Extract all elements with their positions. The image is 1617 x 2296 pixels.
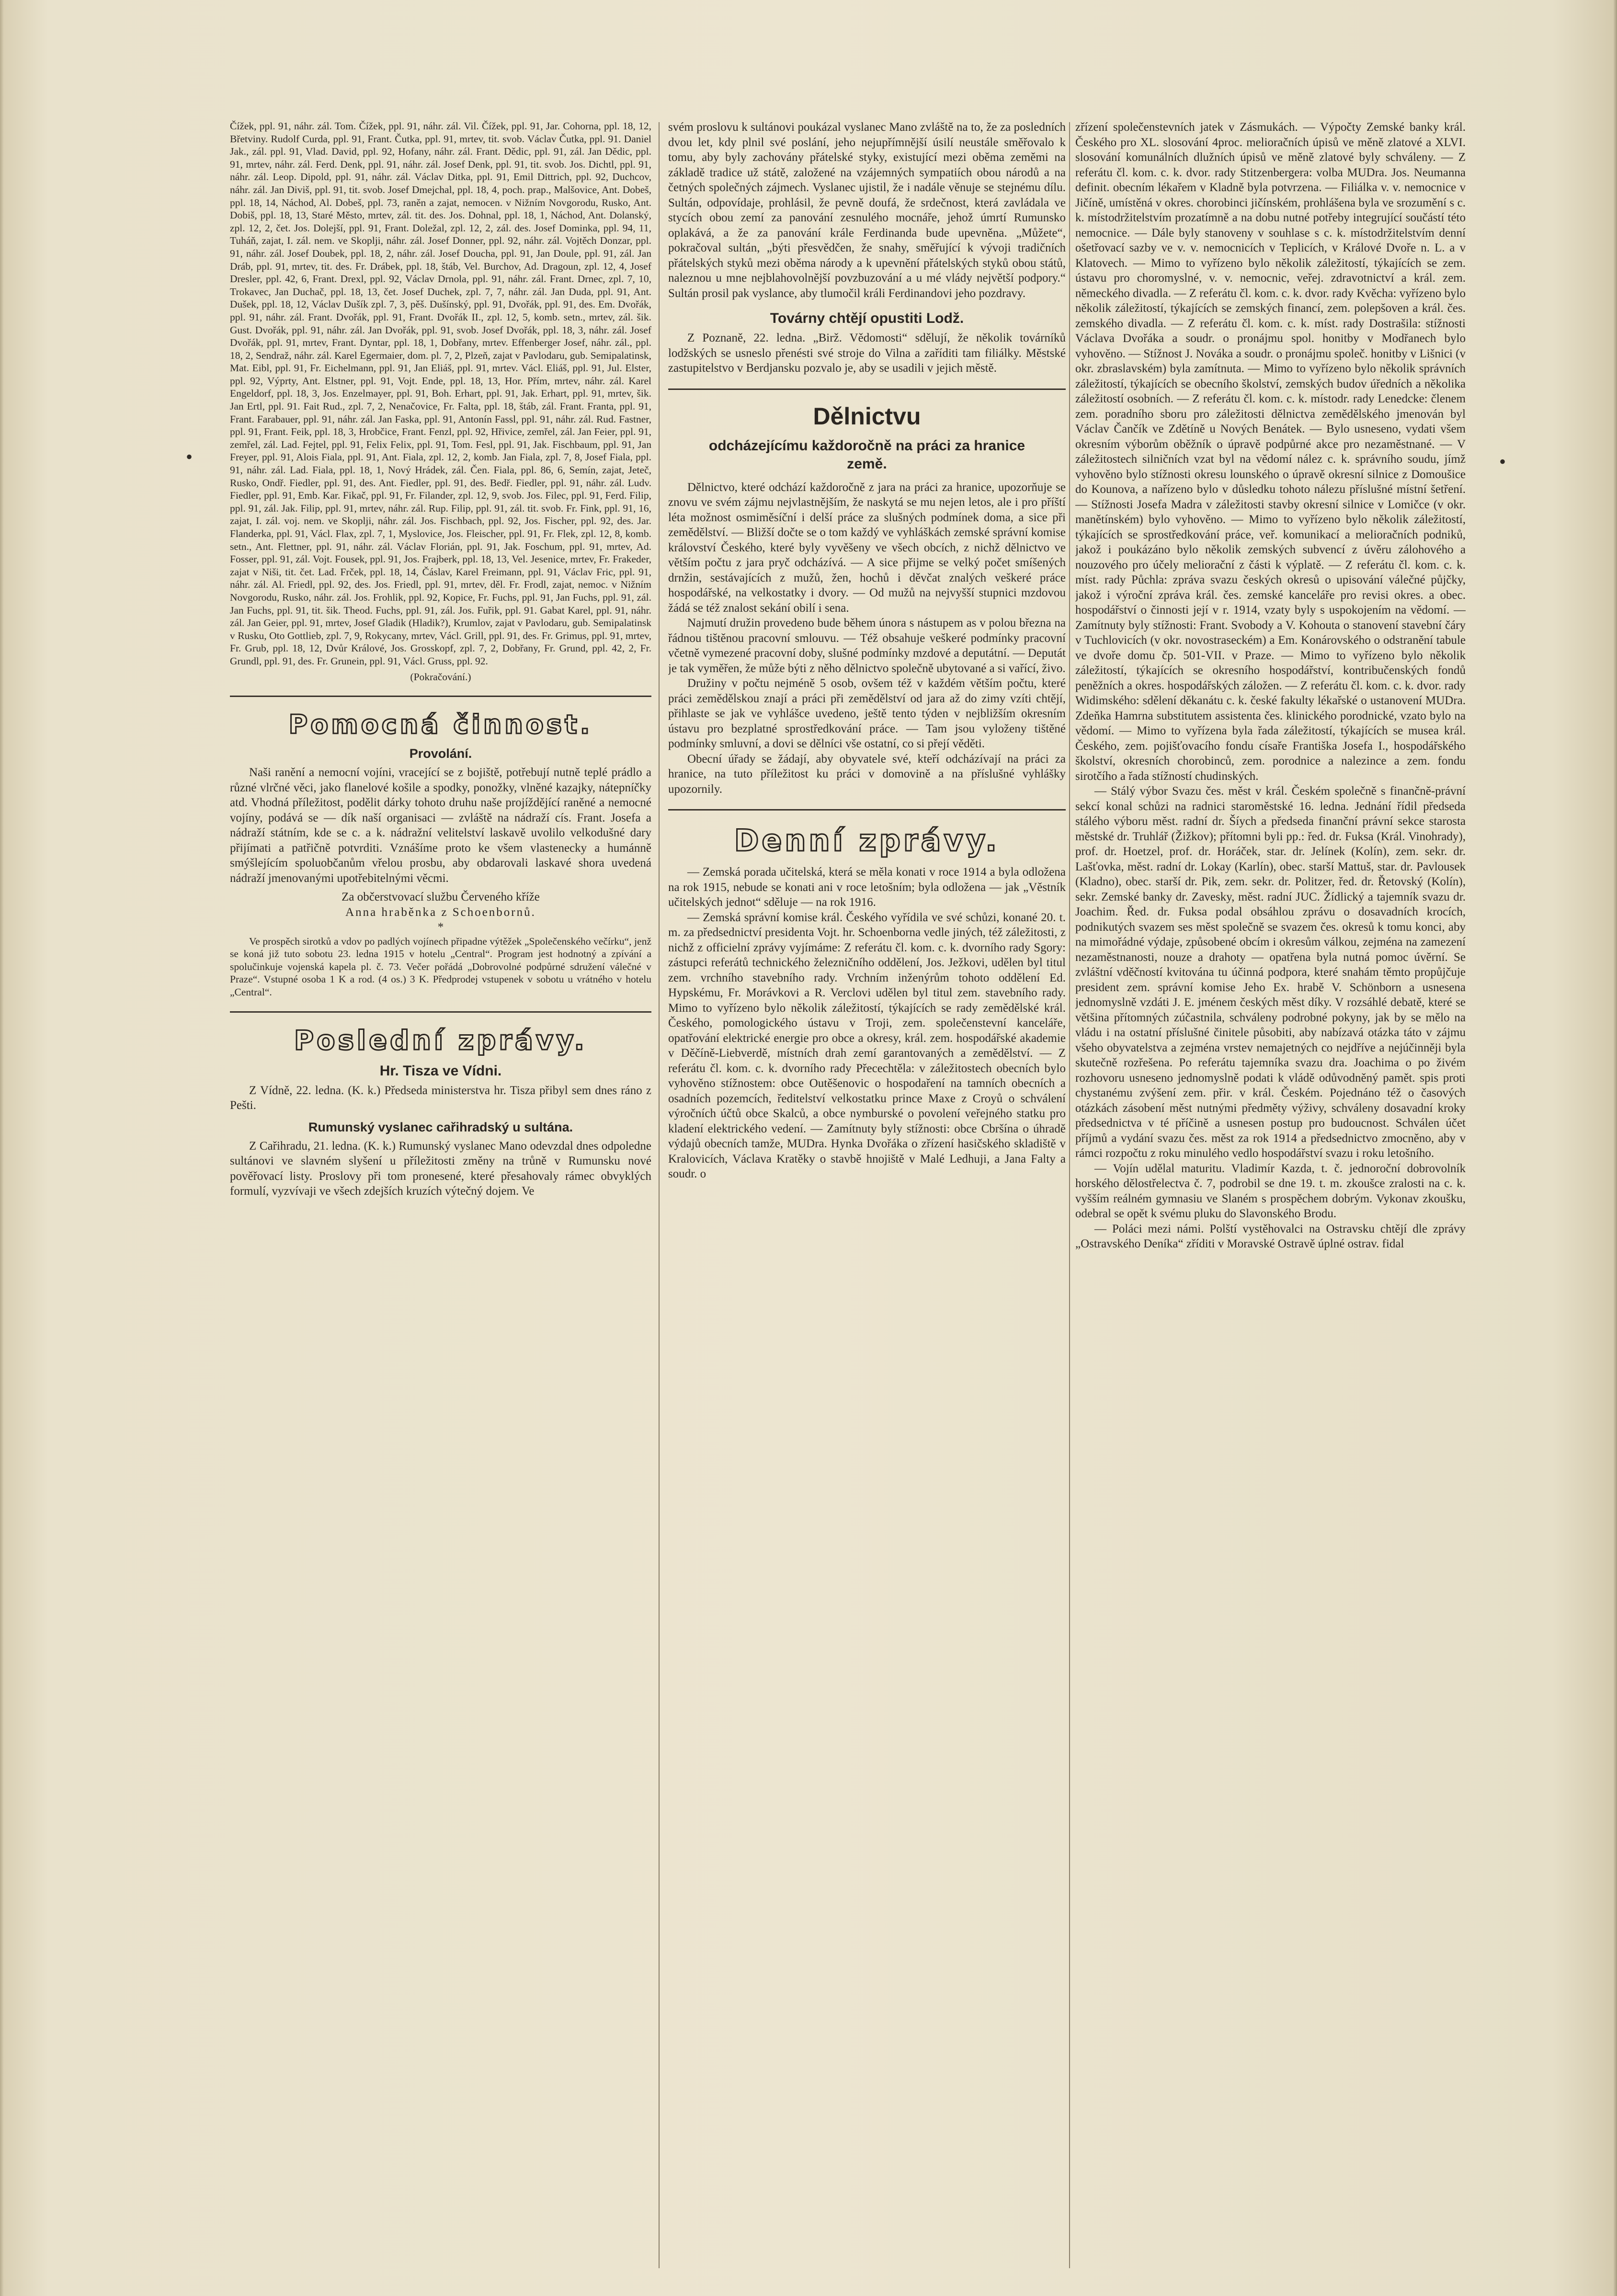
- latest-news-header: Poslední zprávy.: [294, 1025, 587, 1056]
- polish-item: — Poláci mezi námi. Polští vystěhovalci na Ostravsku chtějí dle zprávy „Ostravského Deníka“ zříditi v Moravské Ostravě úplné ostrav. fidal: [1075, 1222, 1466, 1250]
- section-divider: [230, 696, 651, 697]
- page-edge-left: [0, 0, 4, 2296]
- commission-continued: zřízení společenstevních jatek v Zásmukách. — Výpočty Zemské banky král. Českého pro XL. slosování 4proc. melioračních úpisů ve měně zlatové a XLVI. slosování komunálních dlužních úpisů ve měně zlatové byly schváleny. — Z referátu čl. kom. c. k. dvor. rady Stitzenbergera: volba MUDra. Jos. Neumanna definit. obecním lékařem v Kladně byla potvrzena. — Filiálka v. v. nemocnice v Jičíně, umístěná v okres. chorobinci jičínském, prohlášena byla ve srozumění s c. k. místodržitelstvím prozatímně a na dobu nutné potřeby integrující součástí této nemocnice. — Dále byly stanoveny v souhlase s c. k. místodržitelstvím denní ošetřovací sazby ve v. v. nemocnicích v Teplicích, v Králové Dvoře n. L. a v Klatovech. — Mimo to vyřízeno bylo několik záležitostí, týkajících se zem. ústavu pro choromyslné, v. v. nemocnic, veřej. zdravotnictví a král. zem. německého divadla. — Z referátu čl. kom. c. k. dvor. rady Kvěcha: vyřízeno bylo několik záležitostí, týkajících se zemských financí, zem. polepšoven a král. čes. zemského divadla. — Z referátu čl. kom. c. k. míst. rady Dostrašila: stížnosti Václava Dvořáka a soudr. o pronájmu spol. honitby v Modřanech bylo vyhověno. — Stížnost J. Nováka a soudr. o pronájmu společ. honitby v Lišnici (v okr. zbraslavském) byla zamítnuta. — Mimo to vyřízeno bylo několik správních záležitostí, týkajících se obecního školství, zemských budov úředních a několika záležitostí osobních. — Z referátu čl. kom. c. k. místodr. rady Lenedcke: členem zem. poradního sboru pro záležitosti dělnictva zemědělského jmenován byl Václav Čančík ve Zdětíně u Nových Benátek. — Bylo usneseno, vydati všem okresním výborům oběžník o úpravě podpůrné akce pro nezaměstnané. — V záležitostech silničních vzat byl na vědomí nález c. k. správního soudu, jímž vyhověno bylo stížnosti okresu lounského o úpravě okresní silnice z Domoušice do Kounova, a nařízeno bylo v důsledku tohoto nálezu příslušné místní šetření. — Stížnosti Josefa Madra v záležitosti stavby okresní silnice v Lomičce (v okr. manětínském) bylo vyhověno. — Mimo to vyřízeno bylo několik záležitostí, týkajících se sprostředkování práce, veř. komunikací a melioračních podniků, jakož i poukázáno bylo několik zemských subvencí z úvěru zálohového a nouzového pro účely meliorační z části k výplatě. — Z referátu čl. kom. c. k. míst. rady Půchla: zpráva svazu českých okresů o upisování válečné půjčky, jakož i výroční zpráva král. čes. zemské kanceláře pro revisi okres. a obec. hospodářství o činnosti její v r. 1914, vzaty byly s uspokojením na vědomí. — Zamítnuty byly stížnosti: Frant. Svobody a V. Kohouta o stanovení stavební čáry v Tuchlovicích (v okr. novostraseckém) a Em. Konárovského o odstranění tabule ve dvoře domu čp. 501-VII. v Praze. — Mimo to vyřízeno bylo několik záležitostí, týkajících se okresního hospodářství, kontribučenských fondů peněžních a okres. hospodářských záložen. — Z referátu čl. kom. c. k. dvor. rady Widimského: sdělení děkanátu c. k. české fakulty lékařské o ustanovení MUDra. Zdeňka Hamrna substitutem assistenta čes. klinického porodnické, vzato bylo na vědomí. — Mimo to vyřízena byla řada záležitostí, týkajících se musea král. Českého, zem. pojišťovacího fondu císaře Františka Josefa I., hospodářského školství, okresních chorobinců, zem. porodnice a nalezince a zem. fondu sirotčího a řada stížností chudinských.: [1075, 121, 1466, 783]
- daily-news-header: Denní zprávy.: [734, 823, 1000, 858]
- workers-paragraph-3: Družiny v počtu nejméně 5 osob, ovšem též v každém větším počtu, které práci zemědělskou znají a práci při zemědělství od jara až do zimy vzíti chtějí, přihlaste se jak ve vyhlášce uvedeno, ještě tento týden v nejbližším okresním ústavu pro bezplatné sprostředkování práce. — Tam jsou vyloženy tištěné podmínky smluvní, a dovi se dělníci vše ostatní, co si přejí věděti.: [668, 677, 1066, 750]
- council-item: — Stálý výbor Svazu čes. měst v král. Českém společně s finančně-právní sekcí konal schůzi na radnici staroměstské 16. ledna. Jednání řídil předseda stálého výboru měst. radní dr. Šíych a předseda finanční právní sekce starosta městské dr. Truhlář (Žižkov); přítomni byli pp.: řed. dr. Fuksa (Král. Vinohrady), prof. dr. Hoetzel, prof. dr. Horáček, star. dr. Jelínek (Kolín), zem. sekr. dr. Lašťovka, měst. radní dr. Lokay (Karlín), obec. starší Mattuš, star. dr. Pavlousek (Kladno), obec. starší dr. Pik, zem. sekr. dr. Politzer, řed. dr. Řetovský (Kolín), sekr. Zemské banky dr. Zavesky, měst. radní JUC. Žídlický a tajemník svazu dr. Joachim. Řed. dr. Fuksa podal obsáhlou zprávu o dosavadních krocích, podnikutých svazem ses měst společně se svazem čes. okresů k tomu konci, aby na mimořádné výdaje, způsobené obcím i okresům válkou, zejména na zamezení nezaměstnanosti, nouze a drahoty — opatřena byla nutná pomoc úvěrní. Se zvláštní vděčností kvitována tu účinná podpora, které snahám těmto propůjčuje president zem. správní komise Jeho Ex. hrabě V. Schönborn a usnesena jednomyslně vzdáti J. E. jménem českých měst díky. V rozsáhlé debatě, které se většina přítomných zúčastnila, schváleny podrobné pokyny, jak by se mělo na vládu i na ostatní příslušné činitele působiti, aby nabízavá otázka táto v zájmu všeho obyvatelstva a zejména vrstev nemajetných co nejdříve a nejúčinněji byla skutečně rozřešena. Po referátu tajemníka svazu dra. Joachima o po živém rozhovoru usneseno jednomyslně podati k vládě odůvodněný pamět. spis proti chystanému zvýšení zem. přir. v král. Českém. Pojednáno též o časových otázkách zásobení měst nutnými předměty výživy, schváleny dosavadní kroky předsednictva v té příčině a usnesen postup pro budoucnost. Schválen účet příjmů a vydání svazu čes. měst za rok 1914 a předsednictvo zmocněno, aby v rámci rozpočtu z roku minulého vedlo hospodářství svazu i roku letošního.: [1075, 785, 1466, 1160]
- section-divider: [668, 388, 1066, 390]
- relief-title: Provolání.: [409, 746, 472, 761]
- exam-item: — Vojín udělal maturitu. Vladimír Kazda, t. č. jednoroční dobrovolník horského dělostřelectva č. 7, podrobil se dne 19. t. m. zkoušce zralosti na c. k. vyšším reálném gymnasiu ve Slaném s prospěchem dobrým. Vykonav zkoušku, odebral se opět k svému pluku do Slavonského Brodu.: [1075, 1162, 1466, 1220]
- relief-small-note: Ve prospěch sirotků a vdov po padlých vojínech připadne výtěžek „Společenského večírku“, jenž se koná již tuto sobotu 23. ledna 1915 v hotelu „Central“. Program jest hodnotný a zpívání a spolučinkuje vojenská kapela pl. č. 73. Večer pořádá „Dobrovolné podpůrné sdružení válečné v Praze“. Vstupné osoba 1 K a rod. (4 os.) 3 K. Předprodej vstupenek v sobotu u vrátného v hotelu „Central“.: [230, 935, 651, 998]
- envoy-continued: svém proslovu k sultánovi poukázal vyslanec Mano zvláště na to, že za posledních dvou let, kdy plnil své poslání, jeho nejupřímnější úsilí neustále směřovalo k tomu, aby byly zachovány přátelské styky, existující mezi oběma zeměmi na základě tradice už státě, založené na vzájemných sympatiích obou národů a na četných společných zájmech. Vyslanec ujistil, že i nadále věnuje se stejnému dílu. Sultán, odpovídaje, prohlásil, že pevně doufá, že srdečnost, která zavládala ve stycích obou zemí za panování zesnulého mocnáře, jehož úmrtí Rumunsko oplakává, a že za panování krále Ferdinanda bude upevněna. „Můžete“, pokračoval sultán, „býti přesvědčen, že snahy, směřující k vývoji tradičních přátelských styků mezi oběma národy a k upevnění přátelských styků obou států, naleznou u mne nejblahovolnější povzbuzování a u mé vlády největší podpory.“ Sultán prosil pak vyslance, aby tlumočil králi Ferdinandovi jeho pozdravy.: [668, 121, 1066, 300]
- factories-title: Továrny chtějí opustiti Lodž.: [770, 310, 964, 326]
- casualty-list: Čížek, ppl. 91, náhr. zál. Tom. Čížek, ppl. 91, náhr. zál. Vil. Čížek, ppl. 91, Jar. Cohorna, ppl. 18, 12, Břetviny. Rudolf Curda, ppl. 91, Frant. Čutka, ppl. 91, mrtev, tit. svob. Václav Čutka, ppl. 91. Daniel Jak., zál. ppl. 91, Vlad. David, ppl. 92, Hofany, náhr. zál. Frant. Dědic, ppl. 91, zál. Jan Dědic, ppl. 91, mrtev, náhr. zál. Ferd. Denk, ppl. 91, náhr. zál. Josef Denk, ppl. 91, tit. svob. Jos. Dichtl, ppl. 91, náhr. zál. Leop. Dipold, ppl. 91, náhr. zál. Václav Ditka, ppl. 91, Emil Dittrich, ppl. 92, Duchcov, náhr. zál. Jan Diviš, ppl. 91, tit. svob. Josef Dmejchal, ppl. 18, 4, poch. prap., Malšovice, Ant. Dobeš, ppl. 18, 14, Náchod, Al. Dobeš, ppl. 73, raněn a zajat, nemocen. v Nižním Novgorodu, Rusko, Ant. Dobiš, ppl. 18, 13, Staré Město, mrtev, zál. tit. des. Jos. Dohnal, ppl. 18, 1, Náchod, Ant. Dolanský, zpl. 12, 2, čet. Jos. Dolejší, ppl. 91, Frant. Doležal, zpl. 12, 2, zál. des. Josef Dominka, ppl. 94, 11, Tuháň, zajat, I. zál. nem. ve Skoplji, náhr. zál. Josef Donner, ppl. 92, náhr. zál. Vojtěch Donzar, ppl. 91, náhr. zál. Josef Doubek, ppl. 18, 2, náhr. zál. Josef Doucha, ppl. 91, Jan Doule, ppl. 91, zál. Jan Dráb, ppl. 91, mrtev, tit. des. Fr. Drábek, ppl. 18, štáb, Vel. Burchov, Ad. Dragoun, zpl. 12, 4, Josef Dresler, ppl. 42, 6, Frant. Drexl, ppl. 92, Václav Drnola, ppl. 91, náhr. zál. Frant. Drnec, zpl. 7, 10, Trokavec, Jan Duchač, ppl. 18, 13, čet. Josef Duchek, zpl. 7, 7, náhr. zál. Jan Duda, ppl. 91, Ant. Dušek, ppl. 18, 12, Václav Dušík zpl. 7, 3, pěš. Dušínský, ppl. 91, Dvořák, ppl. 91, des. Em. Dvořák, ppl. 91, náhr. zál. Frant. Dvořák, ppl. 91, Frant. Dvořák II., zpl. 12, 5, komb. setn., mrtev, zál. šik. Gust. Dvořák, ppl. 91, náhr. zál. Jan Dvořák, ppl. 91, svob. Josef Dvořák, ppl. 18, 3, náhr. zál. Josef Dvořák, ppl. 91, mrtev, Frant. Dyntar, ppl. 18, 1, Dobřany, mrtev. Effenberger Josef, náhr. zál., ppl. 18, 2, Sendraž, náhr. zál. Karel Egermaier, dom. pl. 7, 2, Plzeň, zajat v Pavlodaru, gub. Semipalatinsk, Mat. Eibl, ppl. 91, Fr. Eichelmann, ppl. 91, Jan Eliáš, ppl. 91, mrtev. Václ. Eliáš, ppl. 91, Jul. Elster, ppl. 92, Výprty, Ant. Elstner, ppl. 91, Vojt. Ende, ppl. 18, 13, Hor. Přím, mrtev, náhr. zál. Karel Engeldorf, ppl. 18, 3, Jos. Enzelmayer, ppl. 91, Boh. Erhart, ppl. 91, Jak. Erhart, ppl. 91, mrtev, šik. Jan Ertl, ppl. 91. Fait Rud., zpl. 7, 2, Nenačovice, Fr. Falta, ppl. 18, štáb, zál. Frant. Franta, ppl. 91, Frant. Farabauer, ppl. 91, náhr. zál. Jan Faska, ppl. 91, Antonín Fassl, ppl. 91, náhr. zál. Rud. Fastner, ppl. 91, Frant. Feik, ppl. 18, 3, Hrobčice, Frant. Fenzl, ppl. 92, Hřivice, zemřel, zál. Jan Feier, ppl. 91, zemřel, zál. Lad. Fejtel, ppl. 91, Felix Felix, ppl. 91, Tom. Fesl, ppl. 91, Jak. Fischbaum, ppl. 91, Jan Freyer, ppl. 91, Alois Fiala, ppl. 91, Ant. Fiala, zpl. 12, 2, komb. Jan Fiala, zpl. 7, 8, Josef Fiala, ppl. 91, náhr. zál. Lad. Fiala, ppl. 18, 1, Nový Hrádek, zál. Čen. Fiala, ppl. 86, 6, Semín, zajat, Jeteč, Rusko, Ondř. Fiedler, ppl. 91, des. Ant. Fiedler, ppl. 91, des. Bedř. Fiedler, ppl. 91, náhr. zál. Ludv. Fiedler, ppl. 91, Emb. Kar. Fikač, ppl. 91, Fr. Filander, zpl. 12, 9, svob. Jos. Filec, ppl. 91, Ferd. Filip, ppl. 91, zál. Jak. Filip, ppl. 91, mrtev, náhr. zál. Rup. Filip, ppl. 91, zál. tit. svob. Fr. Fink, ppl. 91, 16, zajat, I. zál. voj. nem. ve Skoplji, náhr. zál. Jos. Fischbach, ppl. 92, Jos. Fischer, ppl. 92, des. Jar. Flanderka, ppl. 91, Václ. Flax, zpl. 7, 1, Myslovice, Jos. Fleischer, ppl. 91, Fr. Flek, zpl. 12, 8, komb. setn., Ant. Flettner, ppl. 91, náhr. zál. Václav Florián, ppl. 91, Jak. Foschum, ppl. 91, mrtev, Ad. Fosser, ppl. 91, zál. Vojt. Fousek, ppl. 91, Jos. Frajberk, ppl. 18, 13, Vel. Jesenice, mrtev, Fr. Frakeder, zajat v Niši, tit. čet. Lad. Frček, ppl. 18, 14, Čáslav, Karel Freimann, ppl. 91, Václav Fric, ppl. 91, náhr. zál. Al. Friedl, ppl. 92, des. Jos. Friedl, ppl. 91, mrtev, děl. Fr. Frodl, zajat, nemoc. v Nižním Novgorodu, Rusko, náhr. zál. Jos. Frohlik, ppl. 92, Kopice, Fr. Fuchs, ppl. 91, Jan Fuchs, ppl. 91, zál. Jan Fuchs, ppl. 91, tit. šik. Theod. Fuchs, ppl. 91, zál. Jos. Fuřik, ppl. 91. Gabat Karel, ppl. 91, náhr. zál. Jan Geier, ppl. 91, mrtev, Josef Gladik (Hladik?), Krumlov, zajat v Pavlodaru, gub. Semipalatinsk v Rusku, Oto Gottlieb, zpl. 7, 9, Rokycany, mrtev, Václ. Grill, ppl. 91, des. Fr. Grimus, ppl. 91, mrtev, Fr. Grub, ppl. 18, 12, Dvůr Králové, Jos. Grosskopf, zpl. 7, 2, Dobřany, Fr. Grund, ppl. 42, 2, Fr. Grundl, ppl. 91, des. Fr. Grunein, ppl. 91, Václ. Gruss, ppl. 92.: [230, 120, 651, 667]
- column-2: [668, 120, 1066, 2275]
- relief-body: Naši ranění a nemocní vojíni, vracející se z bojiště, potřebují nutně teplé prádlo a různé vlrčné věci, jako flanelové košile a spodky, ponožky, vlněné kazajky, nátepníčky atd. Vhodná příležitost, podělit dárky tohoto druhu naše projíždějící raněné a nemocné vojíny, podává se — dík naší organisaci — zvláště na nádraží cís. Frant. Josefa a nádraží státním, kde se c. a k. nádražní velitelství laskavě uvolilo velkodušné dary přijímati a patřičně potvrditi. Vznášíme proto ke všem vlastenecky a humánně smýšlejícím spoluobčanům vřelou prosbu, aby obdarovali laskavé shora uvedená nádraží jmenovanými upotřebitelnými věcmi.: [230, 766, 651, 885]
- relief-committee-line: Za občerstvovací službu Červeného kříže: [342, 891, 540, 904]
- column-rule: [659, 122, 660, 2268]
- envoy-body: Z Cařihradu, 21. ledna. (K. k.) Rumunský vyslanec Mano odevzdal dnes odpoledne sultánovi ve slavném slyšení u příležitosti změny na trůně v Rumunsku nové pověřovací listy. Proslovy při tom pronesené, které přesahovaly rámec obvyklých formulí, vyzvívaji ve všech zdejších kruzích výtečný dojem. Ve: [230, 1139, 651, 1198]
- column-3: [1075, 120, 1466, 2275]
- workers-paragraph-1: Dělnictvo, které odchází každoročně z jara na práci za hranice, upozorňuje se znovu ve svém zájmu nejvlastnějším, že naskytá se mu nejen letos, ale i pro příští léta možnost osmiměsíční i delší práce za slušných podmínek doma, a sice při zemědělství. — Bližší dočte se o tom každý ve vyhláškách zemské správní komise království Českého, které byly vyvěšeny ve všech obcích, z nichž dělnictvo ve větším počtu z jara pryč odcházívá. — A sice přijme se velký počet smíšených drnžin, sestávajících z mužů, žen, hochů i děvčat znalých veškeré práce hospodářské, na velkostatky i dvory. — Od mužů na nejvyšší stupnici mzdovou žádá se též znalost sekání obilí i sena.: [668, 480, 1066, 615]
- section-divider: [668, 809, 1066, 811]
- binding-hole: •: [186, 446, 193, 468]
- column-1: [230, 120, 651, 2275]
- envoy-title: Rumunský vyslanec cařihradský u sultána.: [308, 1119, 573, 1134]
- tisza-title: Hr. Tisza ve Vídni.: [379, 1062, 502, 1079]
- factories-body: Z Poznaně, 22. ledna. „Birž. Vědomosti“ sdělují, že několik továrníků lodžských se usneslo přenésti své stroje do Vilna a zaříditi tam filiálky. Městské zastupitelstvo v Berdjansku pozvalo je, aby se usadili v jejich městě.: [668, 331, 1066, 375]
- relief-signature: Anna hraběnka z Schoenbornů.: [345, 905, 536, 919]
- binding-hole: •: [1499, 451, 1506, 472]
- tisza-body: Z Vídně, 22. ledna. (K. k.) Předseda ministerstva hr. Tisza přibyl sem dnes ráno z Pešti.: [230, 1084, 651, 1112]
- teachers-item: — Zemská porada učitelská, která se měla konati v roce 1914 a byla odložena na rok 1915, nebude se konati ani v roce letošním; byla odložena — jak „Věstník učitelských jednot“ sděluje — na rok 1916.: [668, 866, 1066, 909]
- relief-header: Pomocná činnost.: [288, 709, 593, 740]
- commission-item: — Zemská správní komise král. Českého vyřídila ve své schůzi, konané 20. t. m. za předsednictví presidenta Vojt. hr. Schoenborna vedle jiných, též záležitosti, z nichž z officielní zprávy vyjímáme: Z referátu čl. kom. c. k. dvorního rady Sgory: zástupci referátů technického železničního oddělení, Jos. Ježkovi, udělen byl titul zem. vrchního stavebního rady. Vrchním inženýrům tohoto oddělení Ed. Hypskému, Fr. Morávkovi a R. Verclovi udělen byl titul zem. stavebního rady. Mimo to vyřízeno bylo několik záležitostí, týkajících se rady zemědělské král. Českého, pomologického ústavu v Troji, zem. společenstevní kanceláře, opatřování elektrické energie pro obce a okresy, král. zem. hospodářské akademie v Děčíně-Liebverdě, místních drah zemí garantovaných a zemědělství. — Z referátu čl. kom. c. k. dvorního rady Přecechtěla: v záležitostech obecních bylo vyhověno stížnostem: obce Outěšenovic o hospodaření na tamních obecních a osadních pozemcích, ředitelství velkostatku prince Maxe z Croyů o schválení výročních účtů obce Skalců, a obce nymburské o povolení veřejného statku pro kladení elektrického vedení. — Zamítnuty byly stížnosti: obce Cbršína o úhradě výdajů obecních tamže, MUDra. Hynka Dvořáka o zřízení hasičského skladiště v Kralovicích, Václava Kratěky o stavbě hnojiště v Malé Ledhuji, a Jana Falty a soudr. o: [668, 911, 1066, 1180]
- workers-paragraph-2: Najmutí družin provedeno bude během února s nástupem as v polou března na řádnou tištěnou pracovní smlouvu. — Též obsahuje veškeré podmínky pracovní včetně vymezené pracovní doby, slušné podmínky mzdové a deputátní. — Deputát je tak vyměřen, že může býti z něho dělnictvo společně ubytované a si vařící, živo.: [668, 617, 1066, 675]
- column-rule: [1069, 122, 1070, 2268]
- asterisk-separator: *: [437, 921, 444, 934]
- workers-heading: Dělnictvu: [813, 402, 921, 430]
- workers-subheading: odcházejícímu každoročně na práci za hranice země.: [708, 437, 1025, 472]
- section-divider: [230, 1011, 651, 1013]
- page-edge-right: [1613, 0, 1617, 2296]
- workers-paragraph-4: Obecní úřady se žádají, aby obyvatele své, kteří odcházívají na práci za hranice, na tuto příležitost ku práci v domovině a na příslušné vyhlášky upozornily.: [668, 752, 1066, 796]
- continued-note: (Pokračování.): [410, 671, 471, 683]
